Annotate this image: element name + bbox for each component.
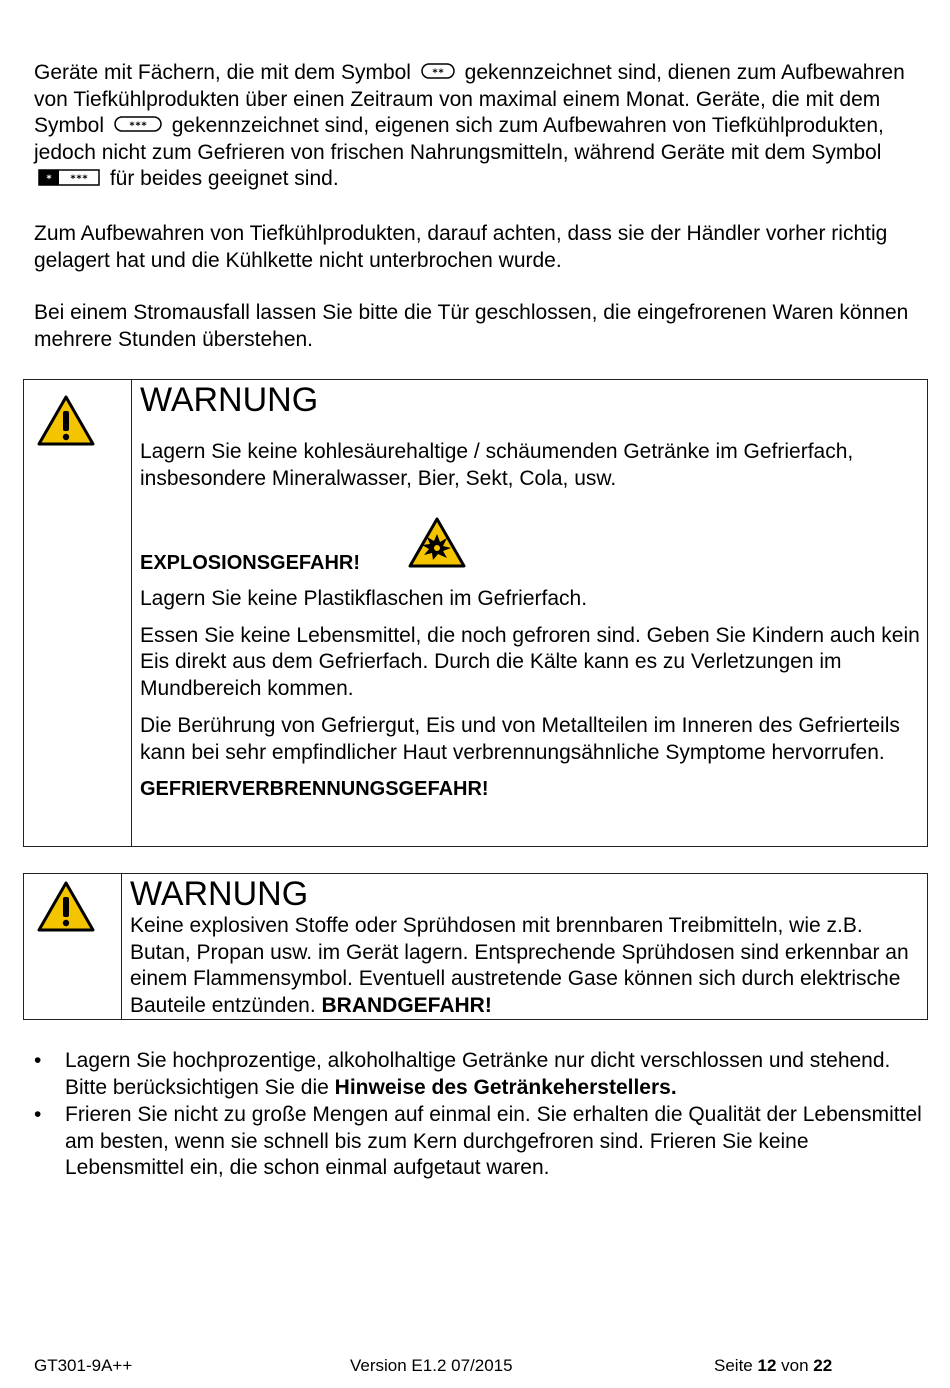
warning-box-2: [23, 873, 928, 1020]
warning-text-plastic-bottles: Lagern Sie keine Plastikflaschen im Gefrierfach.: [140, 587, 588, 610]
bullet-list: [34, 1048, 924, 1183]
explosion-hazard-label: EXPLOSIONSGEFAHR!: [140, 552, 361, 574]
list-item-bold-text: Hinweise des Getränkeherstellers.: [334, 1075, 677, 1099]
svg-text:**: **: [431, 67, 444, 79]
page-prefix: Seite: [714, 1356, 753, 1375]
bullet-icon: •: [34, 1049, 42, 1072]
paragraph-power-outage: Bei einem Stromausfall lassen Sie bitte die Tür geschlossen, die eingefrorenen Waren können mehrere Stunden überstehen.: [34, 301, 909, 351]
warning-text-carbonated: Lagern Sie keine kohlesäurehaltige / schäumenden Getränke im Gefrierfach, insbesondere Mineralwasser, Bier, Sekt, Cola, usw.: [140, 440, 854, 490]
fire-hazard-label: BRANDGEFAHR!: [321, 993, 492, 1017]
list-item-text: Lagern Sie hochprozentige, alkoholhaltige Getränke nur dicht verschlossen und stehend. Bitte berücksichtigen Sie die: [65, 1049, 891, 1099]
paragraph-text: Geräte mit Fächern, die mit dem Symbol: [34, 61, 411, 84]
explosion-hazard-icon: [407, 516, 467, 570]
warning-text-explosives: [130, 913, 920, 1019]
footer-page-number: [714, 1356, 832, 1376]
paragraph-freezer-symbols: [34, 60, 924, 193]
paragraph-storage: Zum Aufbewahren von Tiefkühlprodukten, darauf achten, dass sie der Händler vorher richtig gelagert hat und die Kühlkette nicht unterbrochen wurde.: [34, 222, 888, 272]
three-star-symbol-icon: [114, 116, 162, 134]
warning-content: [130, 874, 920, 1019]
svg-text:***: ***: [128, 120, 147, 132]
page-total: 22: [813, 1356, 833, 1375]
paragraph-text: für beides geeignet sind.: [109, 167, 339, 190]
warning-icon-cell: [24, 380, 132, 846]
warning-triangle-icon: [36, 394, 96, 448]
footer-version: Version E1.2 07/2015: [350, 1356, 513, 1375]
warning-box-1: [23, 379, 928, 847]
two-star-symbol-icon: [421, 63, 455, 81]
warning-triangle-icon: [36, 880, 96, 934]
list-item: [34, 1048, 924, 1101]
page-separator: von: [781, 1356, 809, 1375]
four-star-symbol-icon: [38, 169, 100, 187]
warning-title: WARNUNG: [130, 875, 309, 913]
bullet-icon: •: [34, 1103, 42, 1126]
svg-text:*: *: [45, 173, 53, 185]
warning-icon-cell: [24, 874, 122, 1019]
list-item: [34, 1102, 924, 1182]
page-current: 12: [757, 1356, 777, 1375]
warning-text-frozen-food: Essen Sie keine Lebensmittel, die noch gefroren sind. Geben Sie Kindern auch kein Eis direkt aus dem Gefrierfach. Durch die Kälte kann es zu Verletzungen im Mundbereich kommen.: [140, 623, 920, 700]
warning-title: WARNUNG: [140, 381, 319, 419]
frostburn-hazard-label: GEFRIERVERBRENNUNGSGEFAHR!: [140, 778, 489, 800]
warning-text-frostbite: Die Berührung von Gefriergut, Eis und von Metallteilen im Inneren des Gefrierteils kann bei sehr empfindlicher Haut verbrennungsähnliche Symptome hervorrufen.: [140, 714, 900, 764]
footer-model: GT301-9A++: [34, 1356, 133, 1375]
warning-content: [140, 380, 920, 803]
svg-text:***: ***: [69, 173, 89, 185]
paragraph-text: gekennzeichnet sind, dienen zum Aufbewahren von Tiefkühlprodukten über einen Zeitraum von maximal einem Monat. Geräte, die mit dem Symbol: [34, 61, 905, 137]
paragraph-text: gekennzeichnet sind, eigenen sich zum Aufbewahren von Tiefkühlprodukten, jedoch nicht zum Gefrieren von frischen Nahrungsmitteln, während Geräte mit dem Symbol: [34, 114, 884, 164]
list-item-text: Frieren Sie nicht zu große Mengen auf einmal ein. Sie erhalten die Qualität der Lebensmittel am besten, wenn sie schnell bis zum Kern durchgefroren sind. Frieren Sie keine Lebensmittel ein, die schon einmal aufgetaut waren.: [65, 1103, 922, 1179]
explosion-row: [140, 516, 920, 577]
warning-text: Keine explosiven Stoffe oder Sprühdosen mit brennbaren Treibmitteln, wie z.B. Butan, Propan usw. im Gerät lagern. Entsprechende Sprühdosen sind erkennbar an einem Flammensymbol. Eventuell austretende Gase können sich durch elektrische Bauteile entzünden.: [130, 914, 909, 1017]
